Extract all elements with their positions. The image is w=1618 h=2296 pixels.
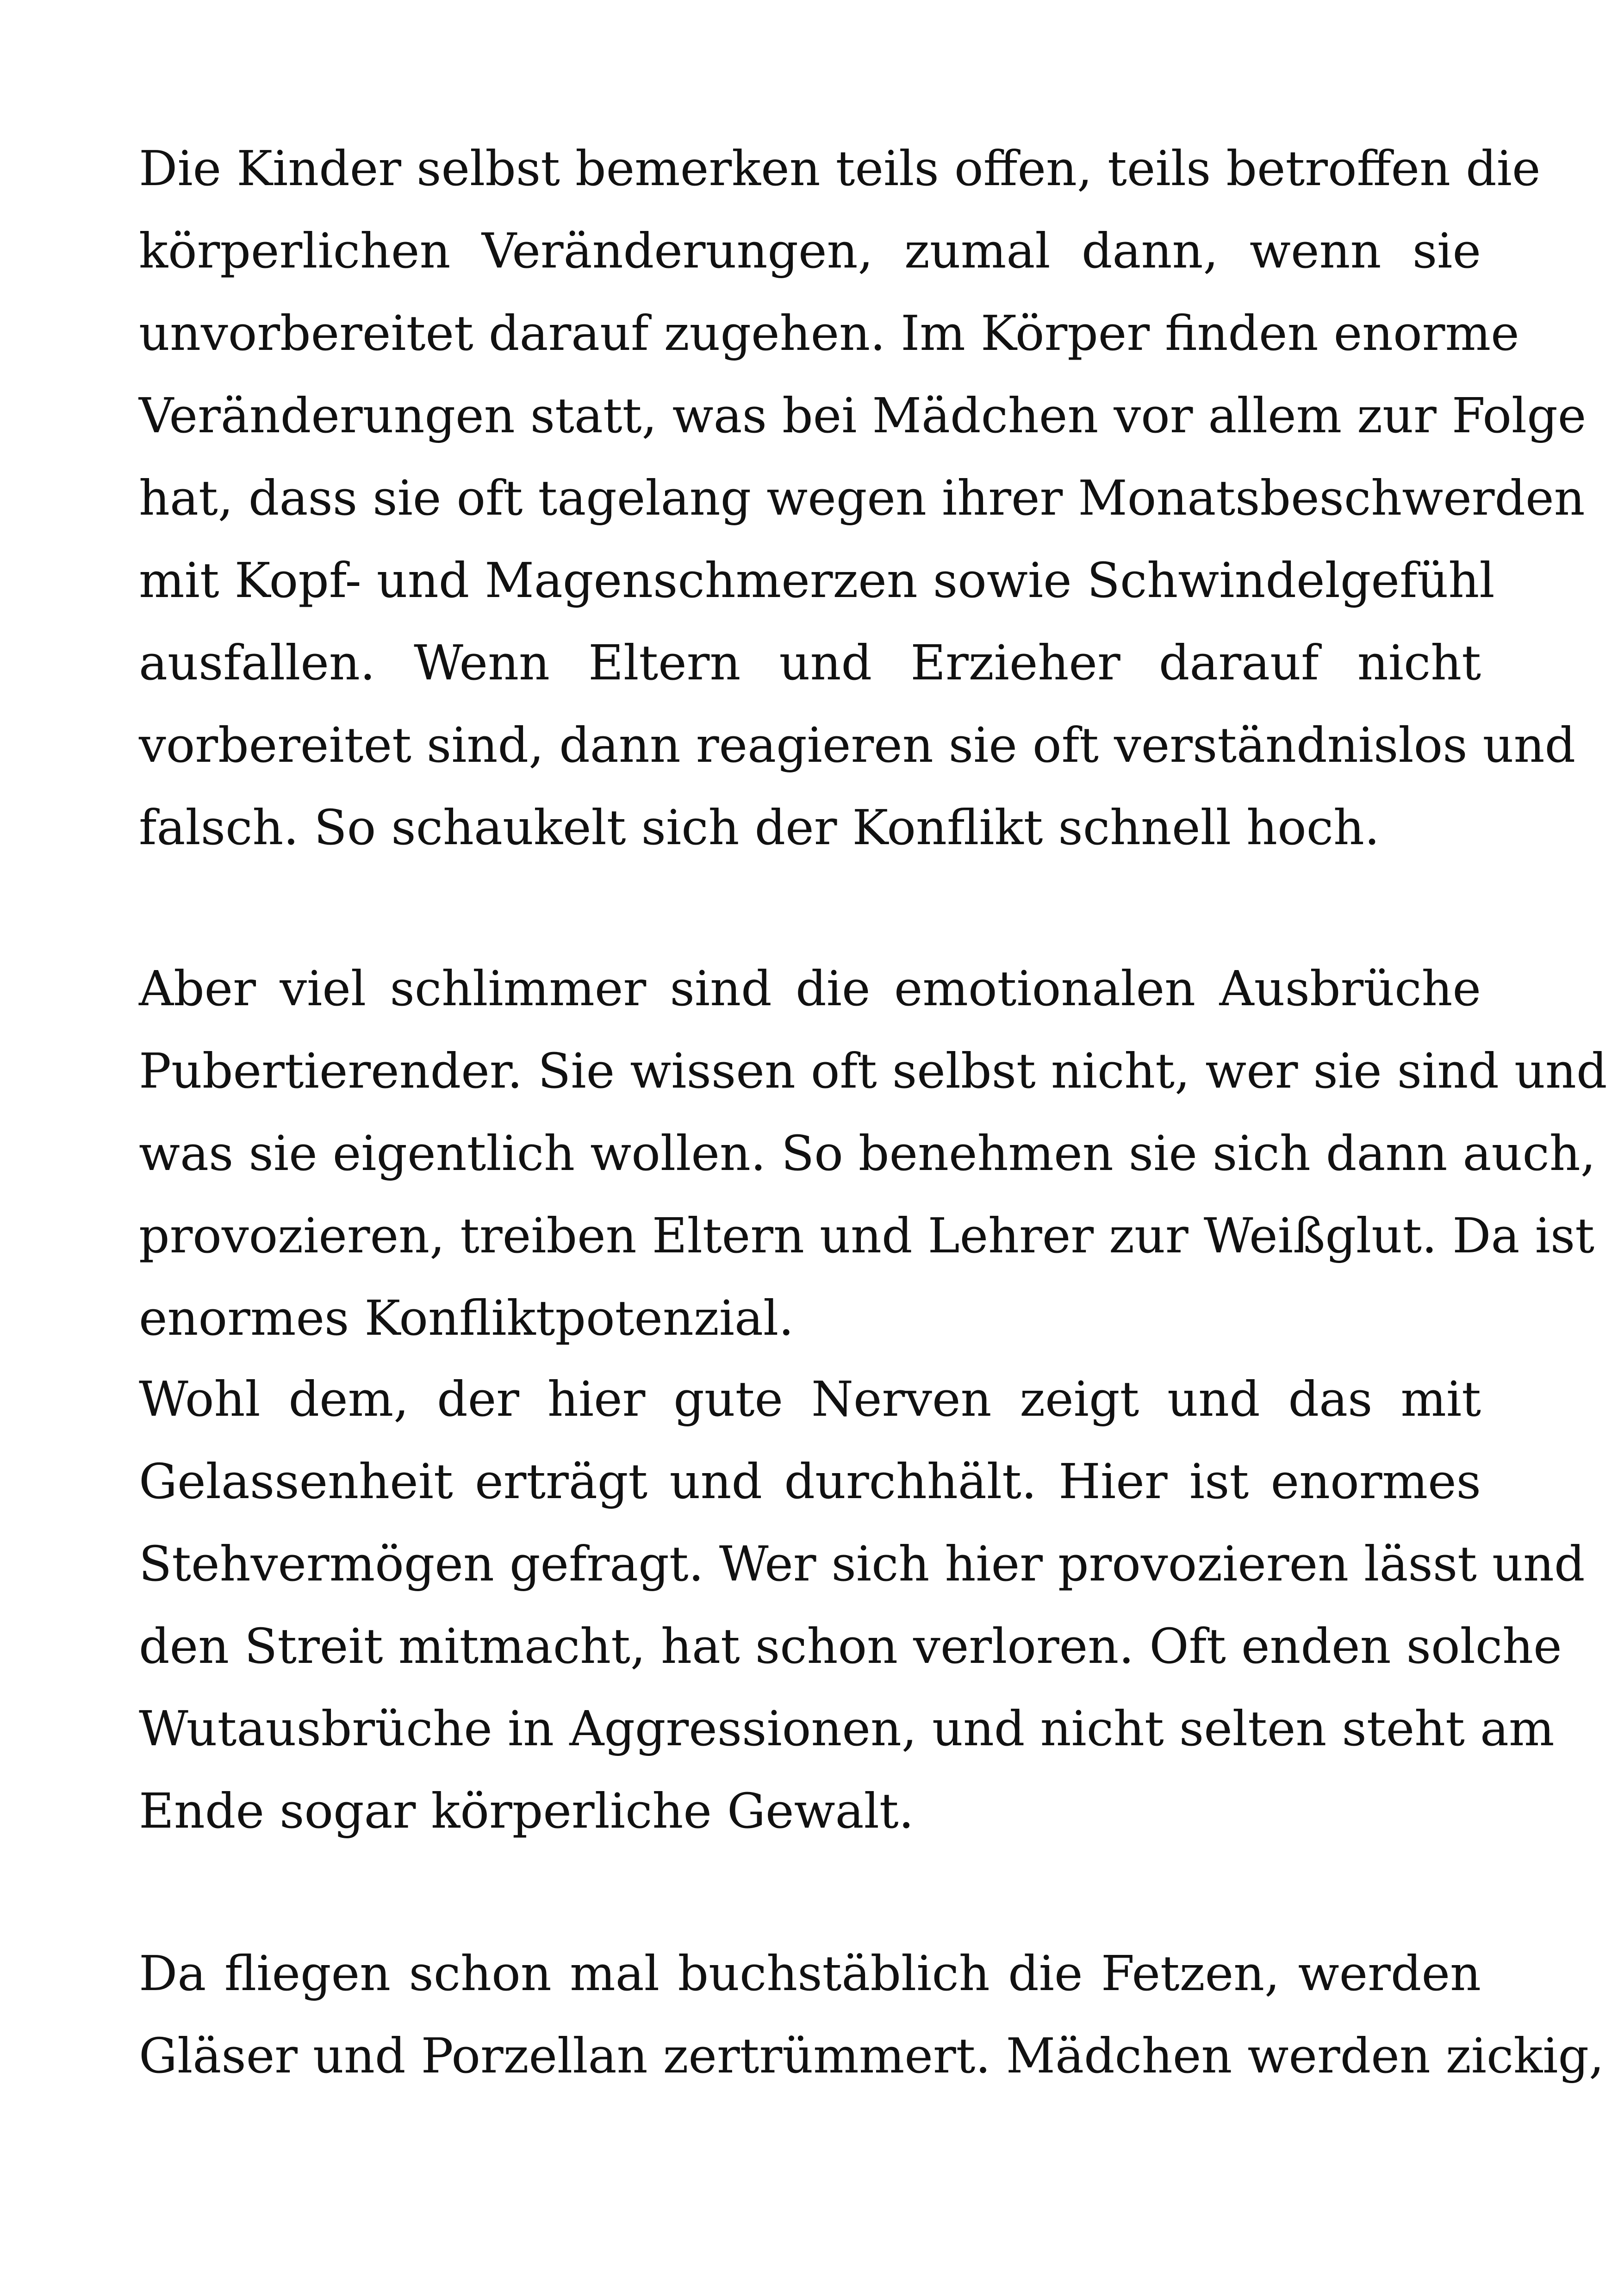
paragraph-line: körperlichen Veränderungen, zumal dann, wenn sie bbox=[139, 223, 1481, 279]
paragraph-line: vorbereitet sind, dann reagieren sie oft verständnislos und bbox=[139, 717, 1576, 773]
paragraph-line: Wohl dem, der hier gute Nerven zeigt und das mit bbox=[139, 1371, 1481, 1427]
paragraph-line: Pubertierender. Sie wissen oft selbst nicht, wer sie sind und bbox=[139, 1043, 1607, 1099]
paragraph-line: Aber viel schlimmer sind die emotionalen Ausbrüche bbox=[139, 960, 1481, 1017]
paragraph-line: ausfallen. Wenn Eltern und Erzieher darauf nicht bbox=[139, 635, 1481, 691]
paragraph-line: was sie eigentlich wollen. So benehmen sie sich dann auch, bbox=[139, 1125, 1596, 1182]
paragraph-line: Gelassenheit erträgt und durchhält. Hier ist enormes bbox=[139, 1453, 1481, 1510]
paragraph-line: hat, dass sie oft tagelang wegen ihrer Monatsbeschwerden bbox=[139, 470, 1585, 526]
paragraph-line: Veränderungen statt, was bei Mädchen vor allem zur Folge bbox=[139, 387, 1587, 444]
paragraph-composure bbox=[139, 1358, 1585, 1852]
paragraph-shards-flying bbox=[139, 1932, 1605, 2097]
paragraph-line: Ende sogar körperliche Gewalt. bbox=[139, 1783, 914, 1839]
paragraph-line: Stehvermögen gefragt. Wer sich hier provozieren lässt und bbox=[139, 1536, 1585, 1592]
paragraph-line: enormes Konfliktpotenzial. bbox=[139, 1290, 794, 1346]
paragraph-line: provozieren, treiben Eltern und Lehrer zur Weißglut. Da ist bbox=[139, 1207, 1595, 1264]
paragraph-puberty-body-changes bbox=[139, 127, 1587, 869]
paragraph-line: falsch. So schaukelt sich der Konflikt schnell hoch. bbox=[139, 799, 1380, 856]
paragraph-line: Wutausbrüche in Aggressionen, und nicht selten steht am bbox=[139, 1700, 1555, 1757]
paragraph-line: Da fliegen schon mal buchstäblich die Fetzen, werden bbox=[139, 1945, 1481, 2002]
paragraph-line: unvorbereitet darauf zugehen. Im Körper finden enorme bbox=[139, 305, 1519, 361]
paragraph-line: den Streit mitmacht, hat schon verloren. Oft enden solche bbox=[139, 1618, 1562, 1674]
paragraph-line: Die Kinder selbst bemerken teils offen, teils betroffen die bbox=[139, 140, 1541, 197]
paragraph-line: mit Kopf- und Magenschmerzen sowie Schwindelgefühl bbox=[139, 552, 1495, 609]
paragraph-line: Gläser und Porzellan zertrümmert. Mädchen werden zickig, bbox=[139, 2028, 1605, 2084]
paragraph-emotional-outbursts bbox=[139, 947, 1607, 1359]
